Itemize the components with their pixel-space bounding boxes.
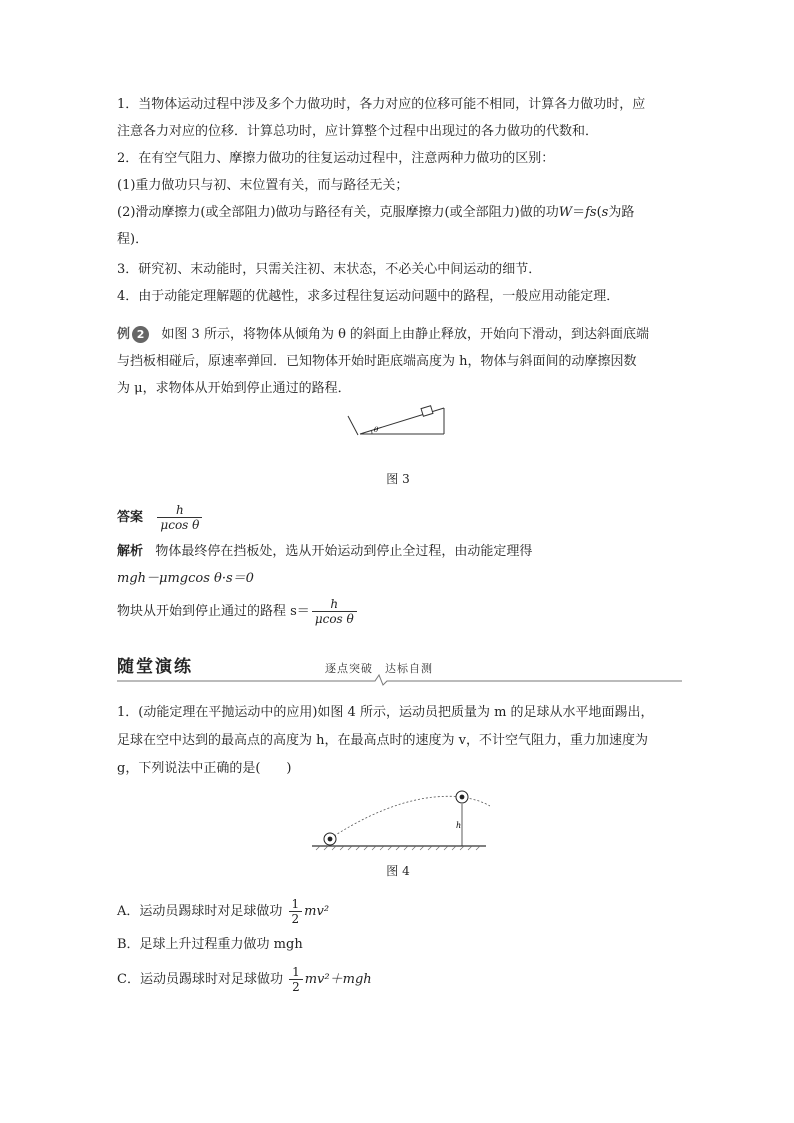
intro-line-6: 程)．: [117, 232, 149, 247]
intro-line-4: (1)重力做功只与初、末位置有关，而与路径无关；: [117, 178, 409, 193]
answer-denominator: μcos θ: [160, 518, 200, 532]
height-label: h: [456, 821, 462, 830]
section-rule-line: [117, 675, 682, 685]
fs-symbol: fs: [585, 205, 597, 220]
option-c: [117, 965, 682, 994]
section-subtitle: 逐点突破 达标自测: [325, 662, 433, 675]
theta-label: θ: [374, 426, 379, 434]
option-a-numerator: 1: [289, 897, 303, 912]
figure-4-caption: 图 4: [386, 864, 410, 878]
answer-label: 答案: [117, 510, 144, 525]
example-text-1: 如图 3 所示，将物体从倾角为 θ 的斜面上由静止释放，开始向下滑动，到达斜面底端: [161, 327, 650, 342]
work-symbol: W: [558, 205, 573, 220]
option-a-text: A．运动员踢球时对足球做功: [117, 904, 287, 919]
example-label: 例: [117, 327, 131, 342]
intro-line-3: 2．在有空气阻力、摩擦力做功的往复运动过程中，注意两种力做功的区别：: [117, 151, 555, 166]
analysis-label: 解析: [117, 544, 144, 559]
option-a-denominator: 2: [291, 912, 300, 926]
example-line-2: 与挡板相碰后，原速率弹回．已知物体开始时距底端高度为 h，物体与斜面间的动摩擦因数: [117, 354, 637, 369]
example-number-badge: 2: [132, 326, 149, 343]
example-line-3: 为 μ，求物体从开始到停止通过的路程．: [117, 381, 351, 396]
option-c-numerator: 1: [289, 965, 303, 980]
option-c-tail: mv²＋mgh: [304, 972, 372, 987]
answer-numerator: h: [157, 503, 202, 518]
option-a: [117, 897, 682, 926]
analysis-fraction: [312, 597, 357, 626]
answer-fraction: [157, 503, 202, 532]
question-line-1: 1．(动能定理在平抛运动中的应用)如图 4 所示，运动员把质量为 m 的足球从水平地面踢出，: [117, 705, 654, 720]
answer-line: [117, 503, 682, 532]
ball-start-icon: [324, 833, 336, 845]
analysis-line-3: [117, 597, 682, 626]
analysis-text-1: 物体最终停在挡板处，选从开始运动到停止全过程，由动能定理得: [155, 544, 533, 559]
paren-open: (: [596, 205, 602, 220]
intro-line-5: [117, 199, 682, 226]
analysis-denominator: μcos θ: [314, 612, 354, 626]
option-a-tail: mv²: [304, 904, 330, 919]
analysis-equation: mgh－μmgcos θ·s＝0: [117, 571, 254, 586]
analysis-numerator: h: [312, 597, 357, 612]
option-c-fraction: [289, 965, 303, 994]
intro-line-5-tail: 为路: [608, 205, 635, 220]
section-rule: [117, 674, 682, 686]
figure-3-caption: 图 3: [386, 472, 410, 486]
intro-line-5-text: (2)滑动摩擦力(或全部阻力)做功与路径有关，克服摩擦力(或全部阻力)做的功: [117, 205, 559, 220]
intro-line-1: 1．当物体运动过程中涉及多个力做功时，各力对应的位移可能不相同，计算各力做功时，应: [117, 97, 646, 112]
analysis-line-1: [117, 538, 682, 565]
trajectory-figure: [310, 786, 490, 856]
incline-figure: [340, 404, 460, 466]
question-line-3: g，下列说法中正确的是( ): [117, 761, 292, 776]
intro-line-7: 3．研究初、末动能时，只需关注初、末状态，不必关心中间运动的细节．: [117, 262, 542, 277]
equals-sign: ＝: [572, 205, 586, 220]
baffle-plate: [348, 416, 358, 435]
intro-line-2: 注意各力对应的位移．计算总功时，应计算整个过程中出现过的各力做功的代数和．: [117, 124, 599, 139]
option-c-denominator: 2: [292, 980, 300, 994]
question-line-2: 足球在空中达到的最高点的高度为 h，在最高点时的速度为 v，不计空气阻力，重力加速度为: [117, 733, 648, 748]
option-a-fraction: [289, 897, 303, 926]
block-on-incline: [421, 406, 433, 417]
section-title: 随堂演练: [117, 657, 193, 677]
s-symbol: s: [601, 205, 609, 220]
ball-top-icon: [456, 791, 468, 803]
trajectory-path: [334, 796, 490, 836]
angle-arc: [372, 431, 373, 435]
option-b: B．足球上升过程重力做功 mgh: [117, 937, 303, 952]
intro-line-8: 4．由于动能定理解题的优越性，求多过程往复运动问题中的路程，一般应用动能定理．: [117, 289, 620, 304]
option-c-text: C．运动员踢球时对足球做功: [117, 972, 288, 987]
analysis-text-3: 物块从开始到停止通过的路程 s＝: [117, 604, 310, 619]
example-line-1: [117, 321, 682, 348]
